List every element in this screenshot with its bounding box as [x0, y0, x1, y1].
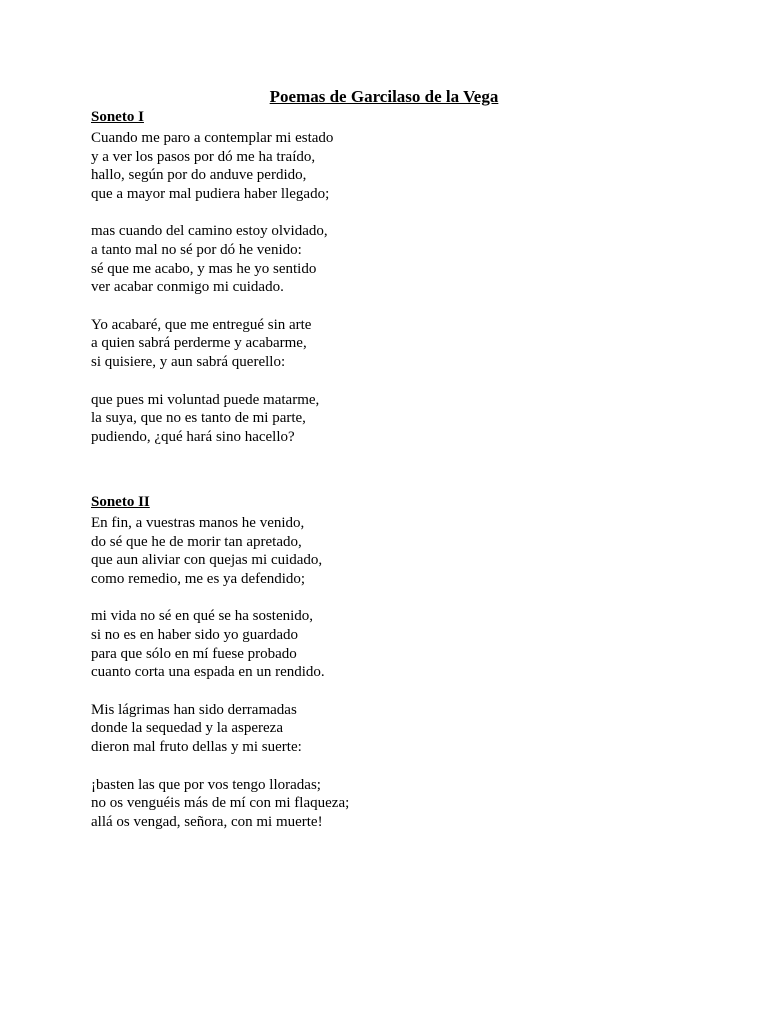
verse-line: Mis lágrimas han sido derramadas	[91, 701, 297, 718]
stanza	[91, 129, 691, 203]
stanza	[91, 776, 691, 832]
verse-line: hallo, según por do anduve perdido,	[91, 167, 307, 184]
verse-line: para que sólo en mí fuese probado	[91, 645, 297, 662]
verse-line: si no es en haber sido yo guardado	[91, 626, 299, 643]
stanza	[91, 316, 691, 372]
stanza	[91, 222, 691, 296]
verse-line: y a ver los pasos por dó me ha traído,	[91, 148, 316, 165]
sonnet-title: Soneto II	[91, 494, 150, 510]
verse-line: pudiendo, ¿qué hará sino hacello?	[91, 428, 295, 445]
verse-line: que pues mi voluntad puede matarme,	[91, 391, 320, 408]
document-title: Poemas de Garcilaso de la Vega	[269, 87, 499, 106]
verse-line: mas cuando del camino estoy olvidado,	[91, 223, 328, 240]
verse-line: mi vida no sé en qué se ha sostenido,	[91, 608, 314, 625]
verse-line: donde la sequedad y la aspereza	[91, 720, 283, 737]
verse-line: a tanto mal no sé por dó he venido:	[91, 241, 302, 258]
verse-line: que aun aliviar con quejas mi cuidado,	[91, 552, 323, 569]
stanza	[91, 607, 691, 681]
sonnet-1	[91, 108, 691, 465]
stanza	[91, 514, 691, 588]
verse-line: si quisiere, y aun sabrá querello:	[91, 353, 286, 370]
verse-line: Yo acabaré, que me entregué sin arte	[91, 316, 312, 333]
verse-line: la suya, que no es tanto de mi parte,	[91, 410, 306, 427]
sonnet-title: Soneto I	[91, 109, 144, 125]
stanza	[91, 701, 691, 757]
verse-line: cuanto corta una espada en un rendido.	[91, 664, 325, 681]
verse-line: do sé que he de morir tan apretado,	[91, 533, 302, 550]
verse-line: sé que me acabo, y mas he yo sentido	[91, 260, 317, 277]
verse-line: En fin, a vuestras manos he venido,	[91, 515, 305, 531]
verse-line: ¡basten las que por vos tengo lloradas;	[91, 776, 321, 793]
verse-line: no os venguéis más de mí con mi flaqueza;	[91, 795, 350, 812]
stanza	[91, 391, 691, 447]
verse-line: Cuando me paro a contemplar mi estado	[91, 130, 334, 146]
verse-line: ver acabar conmigo mi cuidado.	[91, 279, 284, 296]
verse-line: como remedio, me es ya defendido;	[91, 570, 306, 587]
sonnet-2	[91, 493, 691, 850]
verse-line: a quien sabrá perderme y acabarme,	[91, 335, 307, 352]
verse-line: que a mayor mal pudiera haber llegado;	[91, 185, 330, 202]
verse-line: allá os vengad, señora, con mi muerte!	[91, 813, 323, 830]
verse-line: dieron mal fruto dellas y mi suerte:	[91, 738, 302, 755]
